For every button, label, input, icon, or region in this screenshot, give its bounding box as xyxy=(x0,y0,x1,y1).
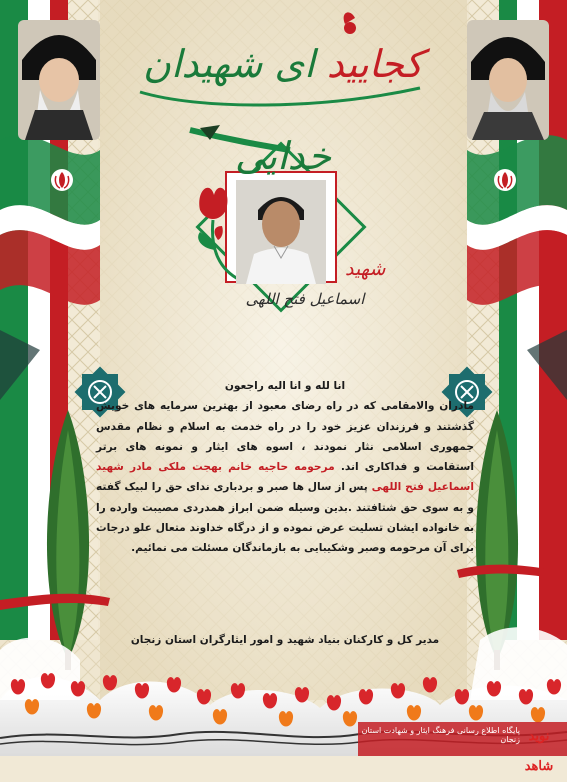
martyr-label: شهید xyxy=(345,258,386,280)
martyr-photo-image xyxy=(236,180,326,284)
condolence-paragraph xyxy=(96,396,474,558)
martyr-photo xyxy=(236,180,326,284)
paragraph-before-name: مادران والامقامی که در راه رضای معبود از بهترین سرمایه های خویش گذشتند و فرزندان عزیز خود را در راه خدمت به اسلام و نظام مقدس جمهوری اسلامی نثار نمودند ، اسوه های ایثار و نمونه های برتر استقامت و فداکاری اند. xyxy=(96,400,474,474)
poster-title xyxy=(118,18,448,178)
paragraph-after-name: پس از سال ها صبر و بردباری ندای حق را لبیک گفته و به سوی حق شتافتند .بدین وسیله ضمن ابراز همدردی مصیبت وارده را به خانواده ایشان تسلیت عرض نموده و از درگاه خداوند متعال علو درجات برای آن مرحومه وصبر وشکیبایی به بازماندگان مسئلت می نمائیم. xyxy=(96,481,474,555)
watermark xyxy=(360,722,560,774)
signature: مدیر کل و کارکنان بنیاد شهید و امور ایثارگران استان زنجان xyxy=(130,634,440,646)
portrait-left xyxy=(18,20,100,140)
opening-verse: انا لله و انا الیه راجعون xyxy=(224,380,346,392)
portrait-right xyxy=(467,20,549,140)
watermark-logo: نوید شاهد xyxy=(524,729,554,774)
mother-name: مرحومه حاجیه خانم بهجت ملکی مادر شهید اسماعیل فتح اللهی xyxy=(96,461,474,494)
watermark-site-name: پایگاه اطلاع رسانی فرهنگ ایثار و شهادت استان زنجان xyxy=(361,726,520,744)
martyr-name: اسماعیل فتح اللهی xyxy=(245,290,365,308)
condolence-message xyxy=(96,376,474,559)
iran-emblem-icon xyxy=(51,169,73,191)
title-part-1: کجایید xyxy=(326,42,423,86)
iran-emblem-icon xyxy=(494,169,516,191)
title-part-2: ای شهیدان خدایی xyxy=(143,42,332,178)
